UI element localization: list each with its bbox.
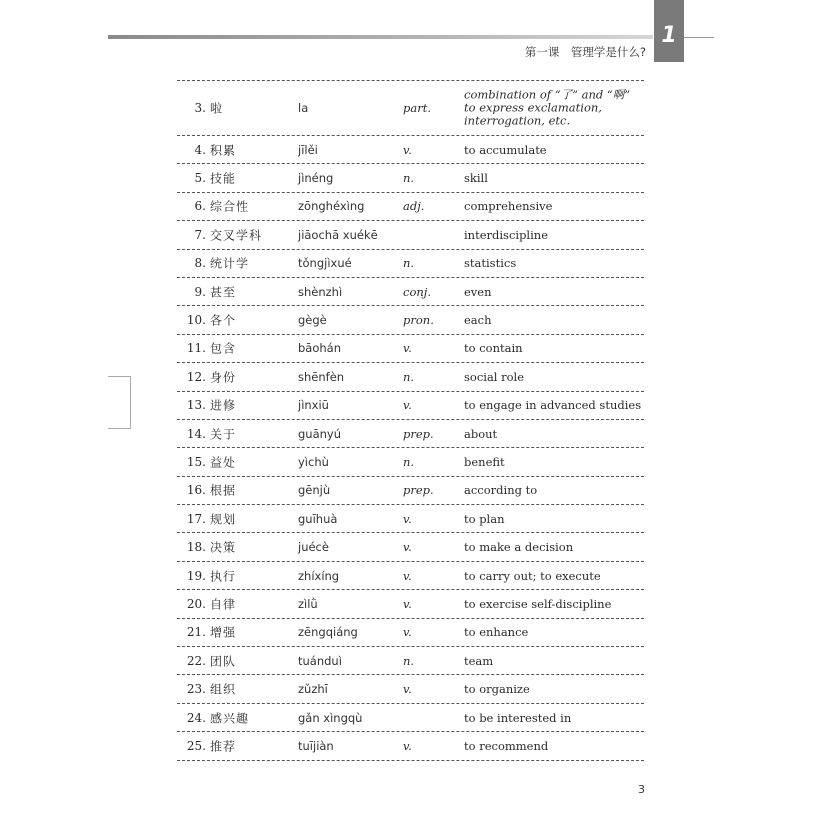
vocab-hanzi: 推荐 <box>210 739 237 754</box>
vocab-english: to organize <box>464 682 530 697</box>
vocab-part-of-speech: n. <box>403 454 415 469</box>
vocab-hanzi: 益处 <box>210 455 237 470</box>
vocab-english: to be interested in <box>464 710 572 725</box>
vocab-hanzi: 统计学 <box>210 256 250 271</box>
vocab-number: 20. <box>186 596 206 611</box>
vocab-part-of-speech: v. <box>403 682 412 697</box>
vocab-row <box>177 704 644 732</box>
vocab-row <box>177 363 644 391</box>
vocab-pinyin: bāohán <box>298 341 342 356</box>
vocab-english: even <box>464 284 492 299</box>
vocab-part-of-speech: conj. <box>403 284 431 299</box>
vocab-pinyin: tǒngjìxué <box>298 256 352 271</box>
vocab-pinyin: jīlěi <box>298 142 318 157</box>
vocabulary-list <box>177 80 644 761</box>
vocab-row <box>177 164 644 192</box>
vocab-pinyin: la <box>298 101 309 115</box>
vocab-pinyin: gègè <box>298 313 327 328</box>
vocab-english: each <box>464 313 492 328</box>
vocab-english: social role <box>464 369 525 384</box>
vocab-row <box>177 505 644 533</box>
vocab-row <box>177 392 644 420</box>
vocab-row <box>177 221 644 249</box>
vocab-row <box>177 477 644 505</box>
vocab-hanzi: 根据 <box>210 483 237 498</box>
vocab-pinyin: gēnjù <box>298 483 331 498</box>
vocab-part-of-speech: prep. <box>403 426 434 441</box>
page-number: 3 <box>638 783 645 796</box>
vocab-number: 24. <box>186 710 206 725</box>
running-header-title: 第一课 管理学是什么? <box>524 45 646 59</box>
vocab-row <box>177 590 644 618</box>
header-rule <box>108 35 653 39</box>
vocab-hanzi: 关于 <box>210 427 237 442</box>
vocab-english: team <box>464 653 494 668</box>
chapter-number-tab <box>654 0 684 62</box>
vocab-pinyin: zhíxíng <box>298 568 340 583</box>
vocab-row <box>177 619 644 647</box>
vocab-english: comprehensive <box>464 199 553 214</box>
vocab-part-of-speech: n. <box>403 653 415 668</box>
vocab-number: 23. <box>186 682 206 697</box>
vocab-number: 15. <box>186 454 206 469</box>
vocab-row <box>177 562 644 590</box>
vocab-hanzi: 执行 <box>210 569 237 584</box>
vocab-english: about <box>464 426 498 441</box>
vocab-pinyin: guānyú <box>298 426 342 441</box>
vocab-number: 10. <box>186 313 206 328</box>
vocab-part-of-speech: adj. <box>403 199 425 214</box>
vocab-part-of-speech: pron. <box>403 313 434 328</box>
vocab-english: to engage in advanced studies <box>464 398 642 413</box>
vocab-hanzi: 自律 <box>210 597 237 612</box>
vocab-part-of-speech: n. <box>403 256 415 271</box>
vocab-number: 16. <box>186 483 206 498</box>
vocab-row <box>177 647 644 675</box>
vocab-pinyin: yìchù <box>298 454 329 469</box>
vocab-part-of-speech: v. <box>403 738 412 753</box>
vocab-row <box>177 335 644 363</box>
vocab-english: to recommend <box>464 738 549 753</box>
vocab-pinyin: zēngqiáng <box>298 625 358 640</box>
vocab-pinyin: zōnghéxìng <box>298 199 365 214</box>
vocab-part-of-speech: v. <box>403 511 412 526</box>
vocab-part-of-speech: prep. <box>403 483 434 498</box>
vocab-english: to plan <box>464 511 505 526</box>
vocab-row <box>177 675 644 703</box>
vocab-english: statistics <box>464 256 517 271</box>
vocab-pinyin: jìnxiū <box>298 398 329 413</box>
vocab-row <box>177 533 644 561</box>
vocab-number: 14. <box>186 426 206 441</box>
vocab-hanzi: 身份 <box>210 370 237 385</box>
vocab-number: 18. <box>186 540 206 555</box>
vocab-hanzi: 规划 <box>210 512 237 527</box>
vocab-hanzi: 组织 <box>210 682 237 697</box>
vocab-pinyin: tuījiàn <box>298 738 334 753</box>
vocab-part-of-speech: v. <box>403 596 412 611</box>
vocab-hanzi: 决策 <box>210 540 237 555</box>
vocab-row <box>177 278 644 306</box>
vocab-hanzi: 啦 <box>210 101 224 116</box>
vocab-english: to exercise self-discipline <box>464 596 612 611</box>
vocab-number: 22. <box>186 653 206 668</box>
chapter-number: 1 <box>661 22 677 48</box>
vocab-pinyin: jìnéng <box>298 171 334 186</box>
vocab-pinyin: gǎn xìngqù <box>298 710 363 725</box>
vocab-row <box>177 306 644 334</box>
vocab-row <box>177 81 644 136</box>
vocab-number: 19. <box>186 568 206 583</box>
vocab-part-of-speech: v. <box>403 625 412 640</box>
vocab-pinyin: zǔzhī <box>298 682 328 697</box>
vocab-english: to accumulate <box>464 142 547 157</box>
vocab-part-of-speech: v. <box>403 540 412 555</box>
vocab-hanzi: 甚至 <box>210 285 237 300</box>
vocab-row <box>177 193 644 221</box>
vocab-pinyin: shēnfèn <box>298 369 345 384</box>
header-rule-right <box>684 37 714 38</box>
vocab-number: 12. <box>186 369 206 384</box>
vocab-part-of-speech: n. <box>403 171 415 186</box>
vocab-hanzi: 团队 <box>210 654 237 669</box>
vocab-english: interdiscipline <box>464 227 548 242</box>
vocab-english: to enhance <box>464 625 529 640</box>
vocab-hanzi: 增强 <box>210 625 237 640</box>
vocab-row <box>177 136 644 164</box>
vocab-number: 6. <box>194 199 206 214</box>
vocab-part-of-speech: n. <box>403 369 415 384</box>
vocab-number: 4. <box>194 142 206 157</box>
vocab-number: 25. <box>186 738 206 753</box>
vocab-row <box>177 250 644 278</box>
vocab-english: to make a decision <box>464 540 574 555</box>
vocab-english: benefit <box>464 454 505 469</box>
vocab-number: 17. <box>186 511 206 526</box>
vocab-part-of-speech: v. <box>403 341 412 356</box>
vocab-number: 8. <box>194 256 206 271</box>
vocab-english: skill <box>464 171 488 186</box>
vocab-hanzi: 各个 <box>210 313 237 328</box>
vocab-part-of-speech: v. <box>403 568 412 583</box>
vocab-row <box>177 448 644 476</box>
vocab-hanzi: 综合性 <box>210 199 250 214</box>
vocab-pinyin: jiāochā xuékē <box>298 227 378 242</box>
vocab-english: combination of “了” and “啊” to express exclamation, interrogation, etc. <box>464 87 631 128</box>
vocab-pinyin: tuánduì <box>298 653 342 668</box>
vocab-pinyin: shènzhì <box>298 284 343 299</box>
vocab-hanzi: 交叉学科 <box>210 228 263 243</box>
vocab-part-of-speech: part. <box>403 101 431 115</box>
vocab-number: 13. <box>186 398 206 413</box>
vocab-number: 5. <box>194 171 206 186</box>
vocab-english: according to <box>464 483 538 498</box>
vocab-pinyin: juécè <box>298 540 329 555</box>
vocab-number: 21. <box>186 625 206 640</box>
vocab-number: 9. <box>194 284 206 299</box>
vocab-hanzi: 积累 <box>210 143 237 158</box>
vocab-part-of-speech: v. <box>403 142 412 157</box>
vocab-english: to contain <box>464 341 523 356</box>
vocab-hanzi: 感兴趣 <box>210 711 250 725</box>
vocab-hanzi: 包含 <box>210 341 237 356</box>
vocab-number: 7. <box>194 227 206 242</box>
vocab-pinyin: zìlǜ <box>298 596 318 611</box>
side-margin-mark <box>108 376 131 429</box>
vocab-number: 11. <box>186 341 206 356</box>
vocab-pinyin: guīhuà <box>298 511 338 526</box>
vocab-english: to carry out; to execute <box>464 568 601 583</box>
vocab-number: 3. <box>194 101 206 115</box>
vocab-hanzi: 进修 <box>210 398 237 413</box>
vocab-row <box>177 420 644 448</box>
vocab-row <box>177 732 644 760</box>
vocab-hanzi: 技能 <box>210 171 237 186</box>
vocab-part-of-speech: v. <box>403 398 412 413</box>
